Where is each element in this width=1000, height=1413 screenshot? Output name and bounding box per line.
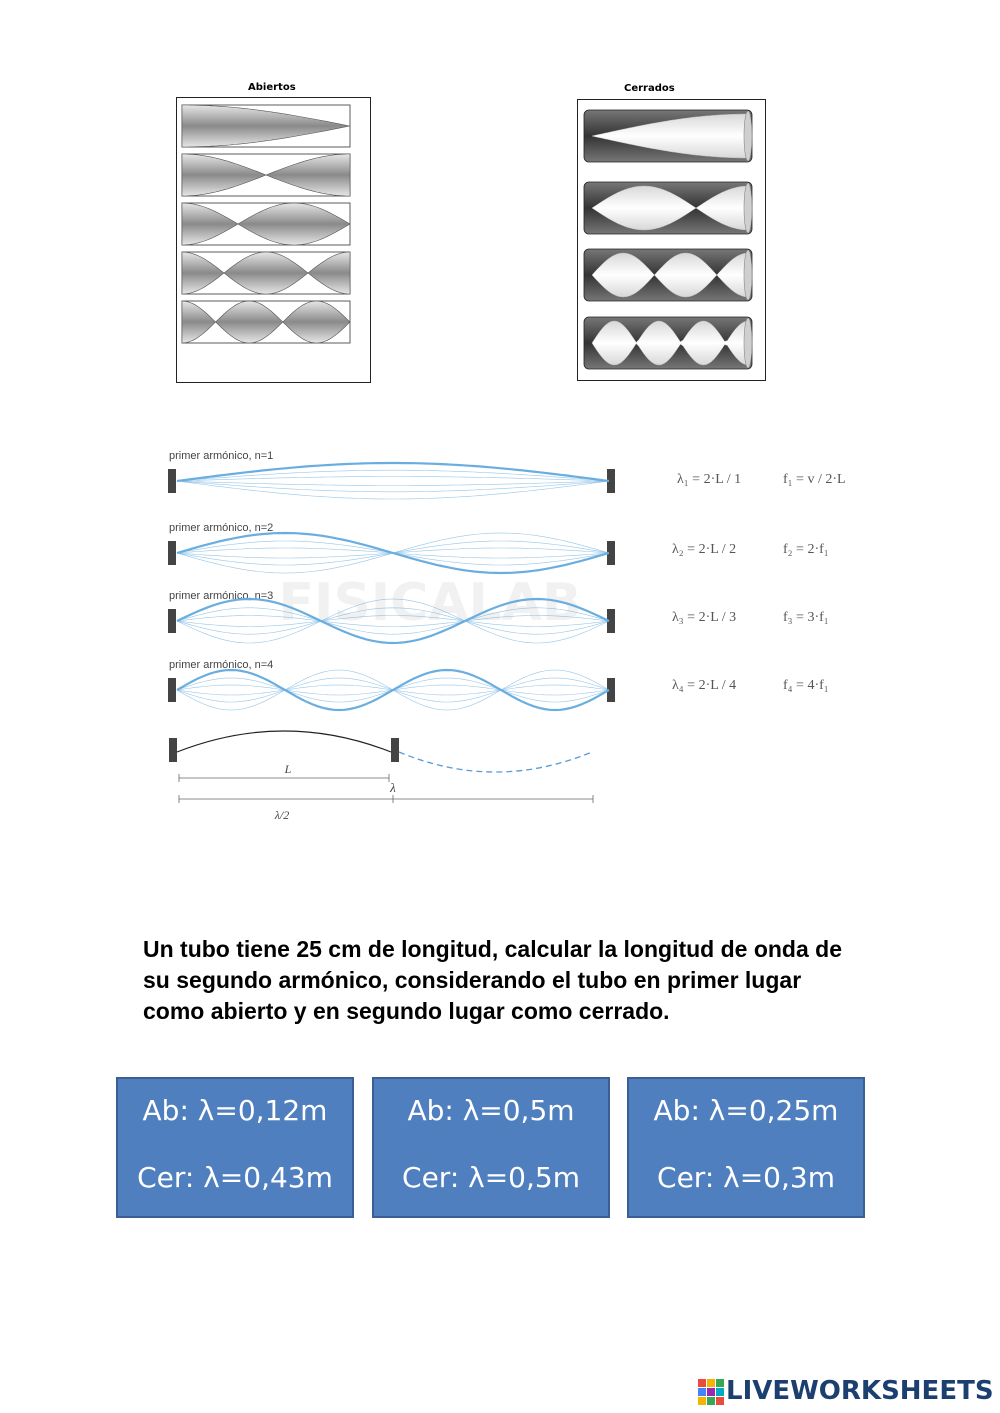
open-tubes-title: Abiertos bbox=[248, 82, 296, 93]
harmonic-label-1: primer armónico, n=1 bbox=[169, 450, 274, 462]
closed-tubes-figure bbox=[577, 99, 766, 381]
answer-3-open: Ab: λ=0,25m bbox=[653, 1094, 839, 1127]
harmonic-label-2: primer armónico, n=2 bbox=[169, 522, 274, 534]
harmonic-1-ghost bbox=[177, 481, 609, 499]
harmonic-1-ghost bbox=[177, 481, 609, 486]
wavelength-formula-4: λ₄ = 2·L / 4 bbox=[672, 678, 737, 693]
closed-tubes-svg bbox=[578, 100, 765, 380]
open-tubes-svg bbox=[177, 98, 370, 382]
question-text: Un tubo tiene 25 cm de longitud, calcular la longitud de onda de su segundo armónico, considerando el tubo en primer lugar como abierto y en segundo lugar como cerrado. bbox=[143, 936, 843, 1024]
answer-option-2[interactable] bbox=[372, 1077, 610, 1218]
harmonic-1-ghost bbox=[177, 481, 609, 492]
harmonics-svg bbox=[160, 440, 680, 840]
frequency-formula-4: f₄ = 4·f₁ bbox=[783, 678, 829, 693]
harmonics-diagram bbox=[160, 440, 680, 840]
frequency-formula-1: f₁ = v / 2·L bbox=[783, 472, 846, 487]
frequency-formula-3: f₃ = 3·f₁ bbox=[783, 610, 829, 625]
harmonic-4-ghost bbox=[177, 670, 609, 710]
answer-2-closed: Cer: λ=0,5m bbox=[402, 1161, 580, 1194]
string-end-right bbox=[391, 738, 399, 762]
closed-tubes-title: Cerrados bbox=[624, 83, 675, 94]
harmonic-2-left-end bbox=[168, 541, 176, 565]
wavelength-formula-2: λ₂ = 2·L / 2 bbox=[672, 542, 737, 557]
answer-2-open: Ab: λ=0,5m bbox=[407, 1094, 575, 1127]
answer-3-closed: Cer: λ=0,3m bbox=[657, 1161, 835, 1194]
half-wave-dashed bbox=[399, 752, 592, 772]
harmonic-2-ghost bbox=[177, 533, 609, 573]
wavelength-formula-1: λ₁ = 2·L / 1 bbox=[677, 472, 742, 487]
half-wave-curve bbox=[177, 731, 391, 752]
wavelength-formula-3: λ₃ = 2·L / 3 bbox=[672, 610, 737, 625]
harmonic-1-ghost bbox=[177, 477, 609, 482]
open-tubes-figure bbox=[176, 97, 371, 383]
length-label: L bbox=[284, 762, 292, 776]
watermark-text: FISICALAB bbox=[278, 573, 582, 633]
harmonic-label-4: primer armónico, n=4 bbox=[169, 659, 274, 671]
answer-option-1[interactable] bbox=[116, 1077, 354, 1218]
harmonic-label-3: primer armónico, n=3 bbox=[169, 590, 274, 602]
answer-1-open: Ab: λ=0,12m bbox=[142, 1094, 328, 1127]
answer-option-3[interactable] bbox=[627, 1077, 865, 1218]
answer-1-closed: Cer: λ=0,43m bbox=[137, 1161, 333, 1194]
liveworksheets-logo-icon bbox=[698, 1379, 724, 1405]
harmonic-4-left-end bbox=[168, 678, 176, 702]
string-end-left bbox=[169, 738, 177, 762]
harmonic-1-wave bbox=[177, 463, 609, 481]
lambda-label: λ bbox=[390, 780, 396, 795]
harmonic-3-left-end bbox=[168, 609, 176, 633]
half-lambda-label: λ/2 bbox=[274, 808, 290, 822]
frequency-formula-2: f₂ = 2·f₁ bbox=[783, 542, 829, 557]
harmonic-1-left-end bbox=[168, 469, 176, 493]
liveworksheets-brand: LIVEWORKSHEETS bbox=[726, 1376, 994, 1406]
